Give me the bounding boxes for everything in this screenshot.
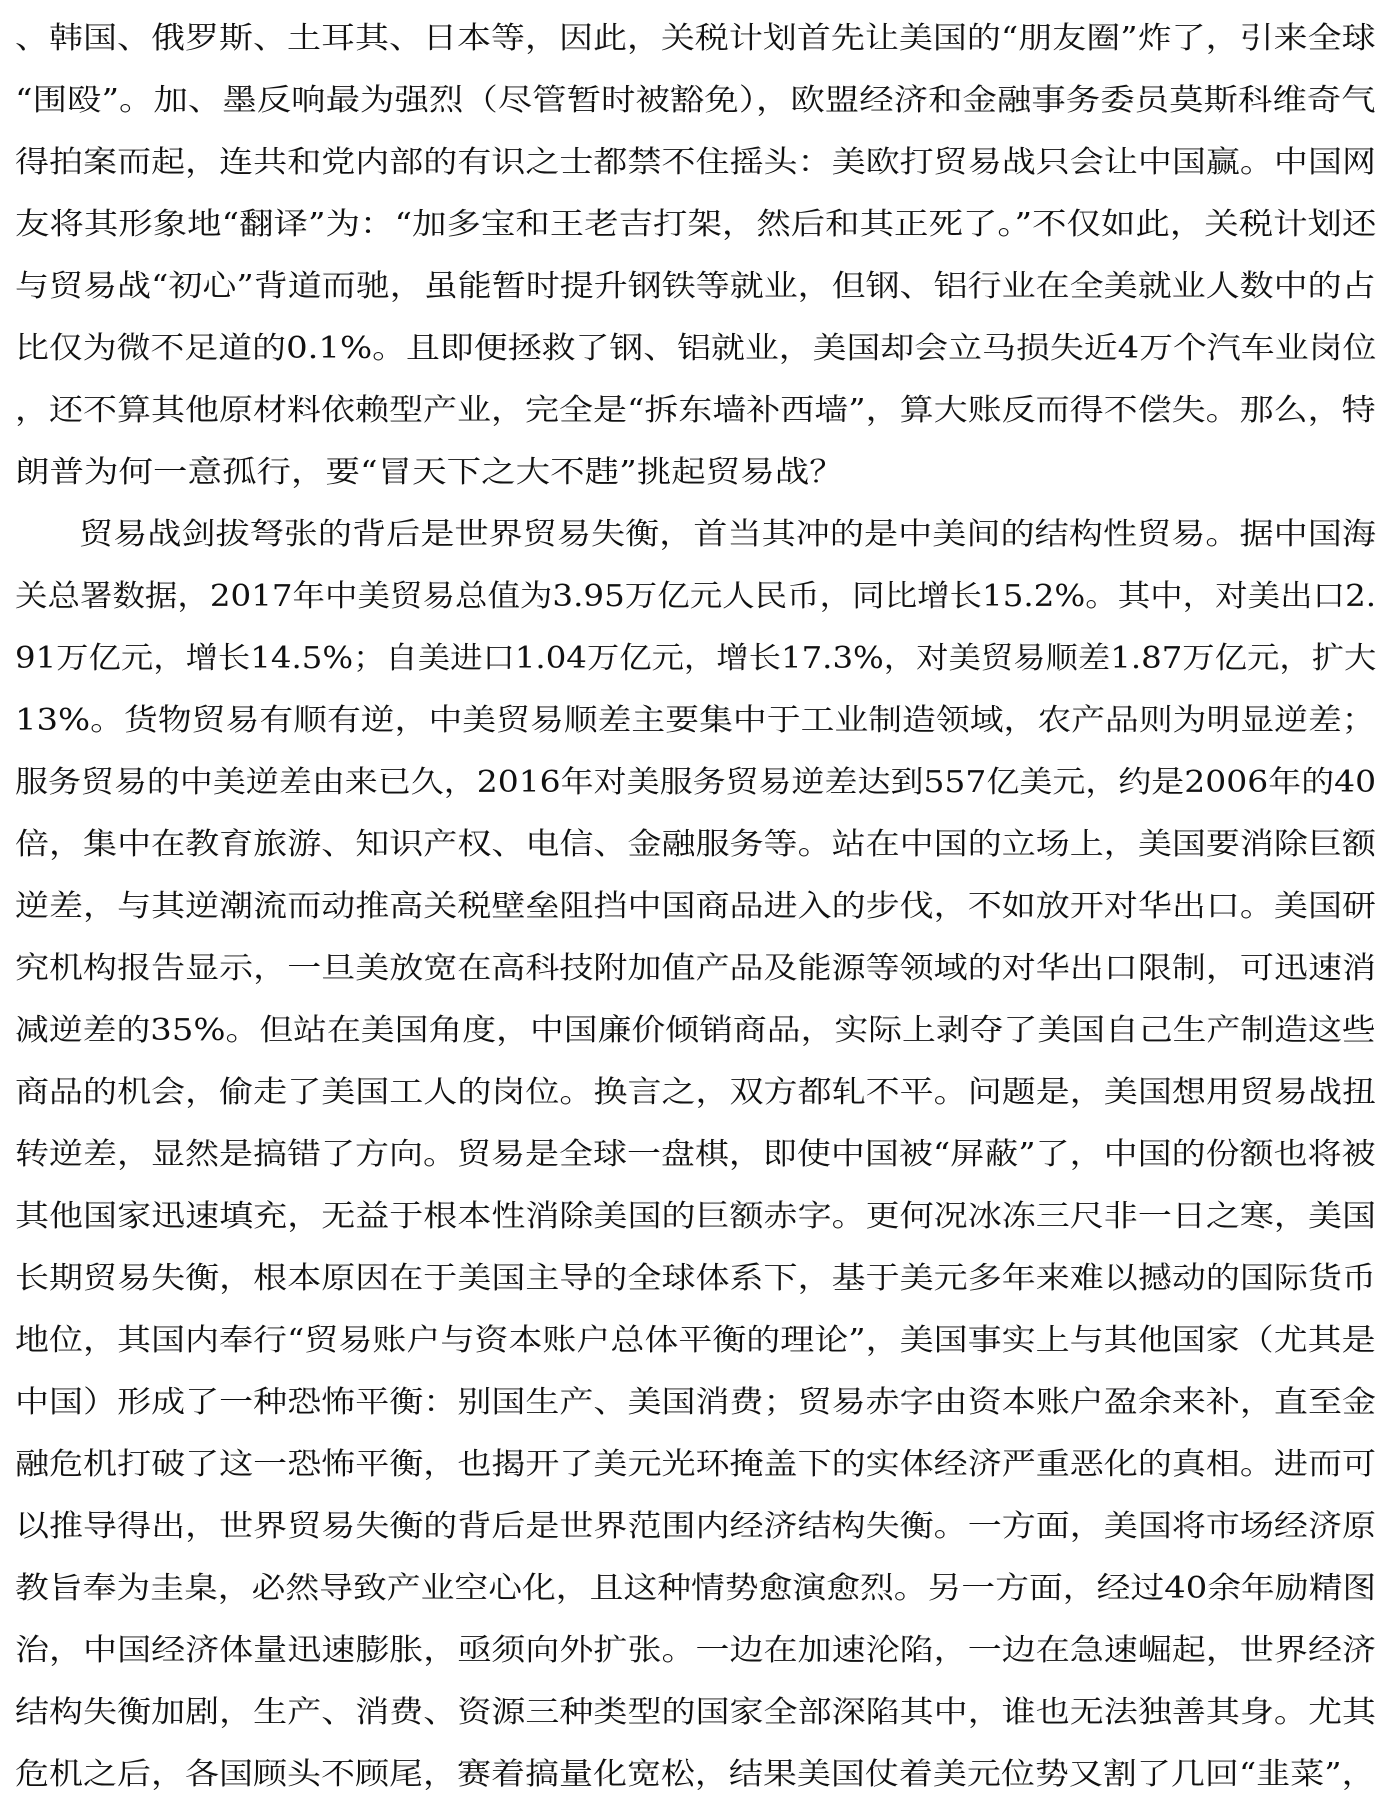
text-line: 商品的机会，偷走了美国工人的岗位。换言之，双方都轧不平。问题是，美国想用贸易战扭	[15, 1075, 1376, 1110]
text-line: 治，中国经济体量迅速膨胀，亟须向外扩张。一边在加速沦陷，一边在急速崛起，世界经济	[15, 1633, 1376, 1668]
text-line: 倍，集中在教育旅游、知识产权、电信、金融服务等。站在中国的立场上，美国要消除巨额	[15, 827, 1376, 862]
text-line: 服务贸易的中美逆差由来已久，2016年对美服务贸易逆差达到557亿美元，约是2006年的40	[15, 765, 1377, 800]
text-line: 比仅为微不足道的0.1%。且即便拯救了钢、铝就业，美国却会立马损失近4万个汽车业岗位	[15, 331, 1377, 366]
text-line: 友将其形象地“翻译”为：“加多宝和王老吉打架，然后和其正死了。”不仅如此，关税计划还	[15, 207, 1377, 242]
text-line: 其他国家迅速填充，无益于根本性消除美国的巨额赤字。更何况冰冻三尺非一日之寒，美国	[15, 1199, 1376, 1234]
text-line: 朗普为何一意孤行，要“冒天下之大不韪”挑起贸易战？	[15, 455, 844, 490]
text-line: ，还不算其他原材料依赖型产业，完全是“拆东墙补西墙”，算大账反而得不偿失。那么，特	[15, 393, 1376, 428]
text-line: 究机构报告显示，一旦美放宽在高科技附加值产品及能源等领域的对华出口限制，可迅速消	[15, 951, 1376, 986]
text-line: 结构失衡加剧，生产、消费、资源三种类型的国家全部深陷其中，谁也无法独善其身。尤其	[15, 1695, 1376, 1730]
text-line: 中国）形成了一种恐怖平衡：别国生产、美国消费；贸易赤字由资本账户盈余来补，直至金	[15, 1385, 1376, 1420]
text-line: 得拍案而起，连共和党内部的有识之士都禁不住摇头：美欧打贸易战只会让中国赢。中国网	[15, 145, 1376, 180]
paragraph-first-line: 贸易战剑拔弩张的背后是世界贸易失衡，首当其冲的是中美间的结构性贸易。据中国海	[79, 517, 1376, 552]
text-line: 13%。货物贸易有顺有逆，中美贸易顺差主要集中于工业制造领域，农产品则为明显逆差；	[15, 703, 1376, 738]
text-line: 长期贸易失衡，根本原因在于美国主导的全球体系下，基于美元多年来难以撼动的国际货币	[15, 1261, 1376, 1296]
text-line: “围殴”。加、墨反响最为强烈（尽管暂时被豁免），欧盟经济和金融事务委员莫斯科维奇气	[15, 83, 1376, 118]
text-line: 91万亿元，增长14.5%；自美进口1.04万亿元，增长17.3%，对美贸易顺差1.87万亿元，扩大	[15, 641, 1377, 676]
text-line: 减逆差的35%。但站在美国角度，中国廉价倾销商品，实际上剥夺了美国自己生产制造这些	[15, 1013, 1376, 1048]
text-line: 关总署数据，2017年中美贸易总值为3.95万亿元人民币，同比增长15.2%。其中，对美出口2.	[15, 579, 1377, 614]
text-line: 逆差，与其逆潮流而动推高关税壁垒阻挡中国商品进入的步伐，不如放开对华出口。美国研	[15, 889, 1376, 924]
text-line: 与贸易战“初心”背道而驰，虽能暂时提升钢铁等就业，但钢、铝行业在全美就业人数中的占	[15, 269, 1376, 304]
text-line: 以推导得出，世界贸易失衡的背后是世界范围内经济结构失衡。一方面，美国将市场经济原	[15, 1509, 1376, 1544]
text-line: 转逆差，显然是搞错了方向。贸易是全球一盘棋，即使中国被“屏蔽”了，中国的份额也将被	[15, 1137, 1376, 1172]
text-line: 、韩国、俄罗斯、土耳其、日本等，因此，关税计划首先让美国的“朋友圈”炸了，引来全球	[15, 21, 1376, 56]
text-line: 地位，其国内奉行“贸易账户与资本账户总体平衡的理论”，美国事实上与其他国家（尤其是	[15, 1323, 1376, 1358]
text-line: 教旨奉为圭臬，必然导致产业空心化，且这种情势愈演愈烈。另一方面，经过40余年励精图	[15, 1571, 1377, 1606]
text-line: 融危机打破了这一恐怖平衡，也揭开了美元光环掩盖下的实体经济严重恶化的真相。进而可	[15, 1447, 1376, 1482]
text-line: 危机之后，各国顾头不顾尾，赛着搞量化宽松，结果美国仗着美元位势又割了几回“韭菜”，	[15, 1757, 1376, 1792]
